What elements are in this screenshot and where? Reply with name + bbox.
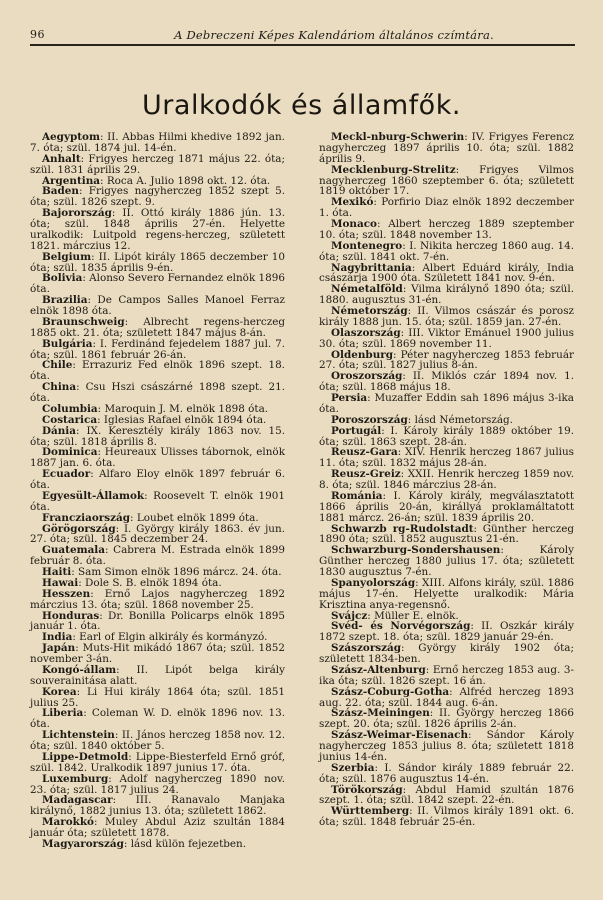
entry [319,328,574,350]
entry [30,708,285,730]
entry [30,295,285,317]
entry-text: : I. Károly király, megválasztatott 1866 április 20-án, királlyá proklamáltatott 1881 márcz. 26-án; szül. 1839 április 20. [319,489,574,524]
entry-text: : II. Vilmos császár és porosz király 1888 jun. 15. óta; szül. 1859 jan. 27-én. [319,305,574,328]
entry-name: Nagybrittania [331,261,412,274]
entry-name: Görögország [42,522,116,535]
entry-text: : Albrecht regens-herczeg 1885 okt. 21. óta; született 1847 május 8-án. [30,315,285,339]
entry-text: : Alfaro Eloy elnök 1897 február 6. óta. [30,468,285,491]
entry-name: Schwarzburg-Sondershausen [331,544,501,557]
entry-text: : IX. Keresztély király 1863 nov. 15. óta; szül. 1818 április 8. [30,424,285,448]
entry-text: : Iglesias Rafael elnök 1894 óta. [97,413,267,426]
entry-text: : Roosevelt T. elnök 1901 óta. [30,489,285,513]
entry-text: : II. György herczeg 1866 szept. 20. óta; szül. 1826 április 2-án. [319,707,574,731]
entry-text: : Péter nagyherczeg 1853 február 27. óta; szül. 1827 julius 8-án. [319,348,574,372]
entry [30,382,285,404]
entry-name: Oldenburg [331,348,393,361]
entry-name: Reusz-Greiz [331,468,401,481]
entry-text: : Frigyes herczeg 1871 május 22. óta; szül. 1831 április 29. [30,152,285,176]
page-title: Uralkodók és államfők. [142,90,461,121]
entry-name: Monaco [331,218,377,230]
entry-name: Costarica [42,413,98,426]
entry-text: : Günther herczeg 1890 óta; szül. 1852 augusztus 21-én. [319,522,574,546]
entry [319,524,574,546]
entry [30,154,285,176]
entry [319,393,574,415]
entry-name: Poroszország [331,413,408,426]
entry-text: : Müller E. elnök. [367,609,459,622]
entry [319,545,574,578]
entry-text: : lásd Németország. [407,413,513,426]
entry-name: Columbia [42,402,98,415]
entry [319,621,574,643]
entry-name: Madagascar [42,794,113,807]
entry [319,763,574,785]
entry-name: Marokkó [42,816,94,829]
entry [319,708,574,730]
entry [319,165,574,198]
entry [30,589,285,611]
entry-text: : Ernő herczeg 1853 aug. 3-ika óta; szül. 1826 szept. 16 án. [319,663,574,687]
entry [319,350,574,372]
entry-text: : Abdul Hamid szultán 1876 szept. 1. óta; szül. 1842 szept. 22-én. [319,783,574,807]
entry-name: Montenegro [331,239,403,252]
entry-text: : II. János herczeg 1858 nov. 12. óta; szül. 1840 október 5. [30,729,285,752]
entry-text: : Alonso Severo Fernandez elnök 1896 óta. [30,272,285,296]
entry [319,578,574,611]
entry-name: Lippe-Detmold [42,750,129,763]
header-rule [30,44,575,46]
entry-name: Törökország [331,783,403,796]
entry-name: Korea [42,685,77,698]
entry-text: : IV. Frigyes Ferencz nagyherczeg 1897 április 10. óta; szül. 1882 április 9. [319,131,574,165]
entry-name: Oroszország [331,370,403,383]
entry-name: Mexikó [331,196,374,209]
entry-name: Aegyptom [42,131,100,143]
entry [30,839,285,850]
entry [319,687,574,709]
entry [30,360,285,382]
entry-text: : XIV. Henrik herczeg 1867 julius 11. óta; szül. 1832 május 28-án. [319,446,574,470]
entry-text: : Frigyes Vilmos nagyherczeg 1860 szeptember 6. óta; született 1819 október 17. [319,163,574,198]
entry-name: Svéd- és Norvégország [331,620,471,633]
entry-name: Chile [42,359,73,372]
entry-text: : Errazuriz Fed elnök 1896 szept. 18. óta. [30,359,285,383]
entry-name: Anhalt [42,152,81,165]
entry-name: Württemberg [331,805,410,818]
entry [319,219,574,241]
entry [319,284,574,306]
entry-name: Haiti [42,566,72,578]
entry-name: Szász-Altenburg [331,663,426,676]
entry [30,643,285,665]
entry-name: Persia [331,392,368,404]
running-title: A Debreczeni Képes Kalendáriom általános czímtára. [174,28,494,42]
entry-text: : Muzaffer Eddin sah 1896 május 3-ika óta. [319,392,574,415]
entry-text: : Károly Günther herczeg 1880 julius 17. óta; született 1830 augusztus 7-én. [319,544,574,578]
entry-name: Brazilia [42,294,88,307]
entry-name: Luxemburg [42,772,109,785]
entry [30,687,285,709]
entry-name: Francziaország [42,511,131,524]
entry [30,491,285,513]
entry-text: : De Campos Salles Manoel Ferraz elnök 1898 óta. [30,294,285,317]
entry [319,263,574,285]
entry [30,665,285,687]
entry-name: Japán [42,642,76,655]
entry-name: Baden [42,185,79,198]
entry [319,491,574,524]
entry-text: : Porfirio Diaz elnök 1892 deczember 1. óta. [319,196,574,220]
entry-name: Bolivia [42,272,83,285]
entry-name: Guatemala [42,544,105,557]
entry-text: : Albert herczeg 1889 szeptember 10. óta; szül. 1848 november 13. [319,218,574,241]
entry [30,774,285,796]
entry [30,273,285,295]
entry [30,447,285,469]
entry-name: Kongó-állam [42,663,117,676]
entry [319,643,574,665]
entry-name: India [42,631,73,644]
entry-name: Reusz-Gara [331,446,398,459]
entry [319,447,574,469]
entry [30,208,285,252]
entry-name: Lichtenstein [42,729,115,742]
entry-text: : György király 1902 óta; született 1834-ben. [319,642,574,665]
entry-text: : XIII. Alfons király, szül. 1886 május 17-én. Helyette uralkodik: Mária Krisztina anya-regensnő. [319,576,574,611]
entry [319,665,574,687]
entry-name: Belgium [42,250,92,263]
entry-name: Szász-Meiningen [331,707,430,720]
entry-name: Dánia [42,424,76,437]
entry-text: : Csu Hszi császárné 1898 szept. 21. óta. [30,381,285,404]
entry [30,545,285,567]
entry-text: : II. Lipót király 1865 deczember 10 óta; szül. 1835 április 9-én. [30,250,285,274]
entry [319,426,574,448]
entry-name: Spanyolország [331,576,416,589]
entry-text: : I. György király 1863. év jun. 27. óta; szül. 1845 deczember 24. [30,522,285,546]
entry [319,730,574,763]
entry-text: : Heureaux Ulisses tábornok, elnök 1887 jan. 6. óta. [30,446,285,470]
entry-text: : III. Ranavalo Manjaka királynő, 1882 junius 13. óta; született 1862. [30,794,285,818]
entry-text: : XXII. Henrik herczeg 1859 nov. 8. óta; szül. 1846 márczius 28-án. [319,468,574,491]
entry-text: : II. Vilmos király 1891 okt. 6. óta; szül. 1848 február 25-én. [319,805,574,829]
entry-text: : Roca A. Julio 1898 okt. 12. óta. [100,174,271,187]
left-column [30,132,285,850]
entry-name: Argentina [42,174,101,187]
entry-text: : I. Sándor király 1889 február 22. óta; szül. 1876 augusztus 14-én. [319,761,574,785]
entry [319,241,574,263]
entry-name: Németország [331,305,408,317]
entry-text: : Lippe-Biesterfeld Ernő gróf, szül. 1842. Uralkodik 1897 junius 17. óta. [30,750,285,774]
entry-name: Egyesült-Államok [42,489,145,502]
entry-text: : lásd külön fejezetben. [123,837,247,850]
entry [30,252,285,274]
entry-name: Mecklenburg-Strelitz [331,163,456,176]
entry-name: Braunschweig [42,315,125,328]
entry-text: : I. Nikita herczeg 1860 aug. 14. óta; szül. 1841 okt. 7-én. [319,239,574,263]
entry [319,132,574,165]
entry-name: Olaszország [331,326,401,339]
entry-name: Németalföld [331,283,403,296]
entry-text: : Sándor Károly nagyherczeg 1853 julius 8. óta; született 1818 junius 14-én. [319,729,574,763]
entry-name: Portugál [331,424,382,437]
entry-name: Szász-Coburg-Gotha [331,685,450,698]
entry-name: Honduras [42,609,100,622]
entry-text: : II. Abbas Hilmi khedive 1892 jan. 7. óta; szül. 1874 jul. 14-én. [30,131,285,154]
entry-name: Bulgária [42,337,93,350]
entry-text: : Earl of Elgin alkirály és kormányzó. [72,631,268,644]
entry [319,371,574,393]
entry [319,785,574,807]
entry-name: China [42,381,77,394]
entry [30,795,285,817]
entry-name: Magyarország [42,837,124,850]
page-number: 96 [30,28,45,41]
entry-text: : Coleman W. D. elnök 1896 nov. 13. óta. [30,707,285,731]
entry-name: Bajorország [42,207,112,220]
entry-text: : Sam Simon elnök 1896 márcz. 24. óta. [71,566,282,578]
entry-name: Hesszen [42,587,91,600]
entry-text: : Frigyes nagyherczeg 1852 szept 5. óta; szül. 1826 szept. 9. [30,185,285,209]
entry-text: : Li Hui király 1864 óta; szül. 1851 julius 25. [30,685,285,709]
entry [30,817,285,839]
entry-name: Svájcz [331,609,368,622]
entry [30,186,285,208]
entry-text: : II. Oszkár király 1872 szept. 18. óta; szül. 1829 január 29-én. [319,620,574,644]
entry-text: : II. Miklós czár 1894 nov. 1. óta; szül. 1868 május 18. [319,370,574,394]
entry [30,317,285,339]
entry-text: : Loubet elnök 1899 óta. [130,511,259,524]
entry-text: : Cabrera M. Estrada elnök 1899 február 8. óta. [30,544,285,568]
entry-name: Szerbia [331,761,375,774]
entry-name: Meckl-nburg-Schwerin [331,131,465,143]
entry-text: : Dole S. B. elnök 1894 óta. [78,576,222,589]
entry-text: : Maroquin J. M. elnök 1898 óta. [97,402,269,415]
entry [30,469,285,491]
entry [30,752,285,774]
entry [30,611,285,633]
entry-name: Liberia [42,707,84,720]
entry [30,730,285,752]
entry [30,132,285,154]
entry-text: : II. Ottó király 1886 jún. 13. óta; szül. 1848 április 27-én. Helyette uralkodik: Luitpold regens-herczeg, született 1821. márczius 12. [30,207,285,252]
entry-text: : Albert Eduárd király, India császárja 1900 óta. Született 1841 nov. 9-én. [319,261,574,285]
entry [319,306,574,328]
right-column [319,132,574,828]
entry-text: : Vilma királynő 1890 óta; szül. 1880. augusztus 31-én. [319,283,574,307]
entry-name: Dominica [42,446,98,459]
entry-text: : Alfréd herczeg 1893 aug. 22. óta; szül. 1844 aug. 6-án. [319,685,574,709]
entry-name: Szász-Weimar-Eisenach [331,729,469,742]
entry-text: : Ernő Lajos nagyherczeg 1892 márczius 13. óta; szül. 1868 november 25. [30,587,285,611]
entry-name: Schwarzb rg-Rudolstadt [331,522,474,535]
entry-text: : Adolf nagyherczeg 1890 nov. 23. óta; szül. 1817 julius 24. [30,772,285,796]
entry-name: Románia [331,489,383,502]
entry-text: : Dr. Bonilla Policarps elnök 1895 január 1. óta. [30,609,285,633]
entry-text: : Muts-Hit mikádó 1867 óta; szül. 1852 november 3-án. [30,642,285,665]
entry-name: Hawai [42,576,79,589]
entry-text: : I. Ferdinánd fejedelem 1887 jul. 7. óta; szül. 1861 február 26-án. [30,337,285,361]
entry [30,426,285,448]
entry-text: : Muley Abdul Aziz szultán 1884 január óta; született 1878. [30,816,285,839]
entry [30,339,285,361]
entry [30,524,285,546]
page-header [30,24,578,44]
entry-text: : III. Viktor Emánuel 1900 julius 30. óta; szül. 1869 november 11. [319,326,574,350]
entry [319,806,574,828]
entry-text: : II. Lipót belga király souverainitása alatt. [30,663,285,687]
entry [319,197,574,219]
entry-name: Szászország [331,642,402,655]
entry [319,469,574,491]
entry-text: : I. Károly király 1889 október 19. óta; szül. 1863 szept. 28-án. [319,424,574,448]
entry-name: Ecuador [42,468,91,481]
